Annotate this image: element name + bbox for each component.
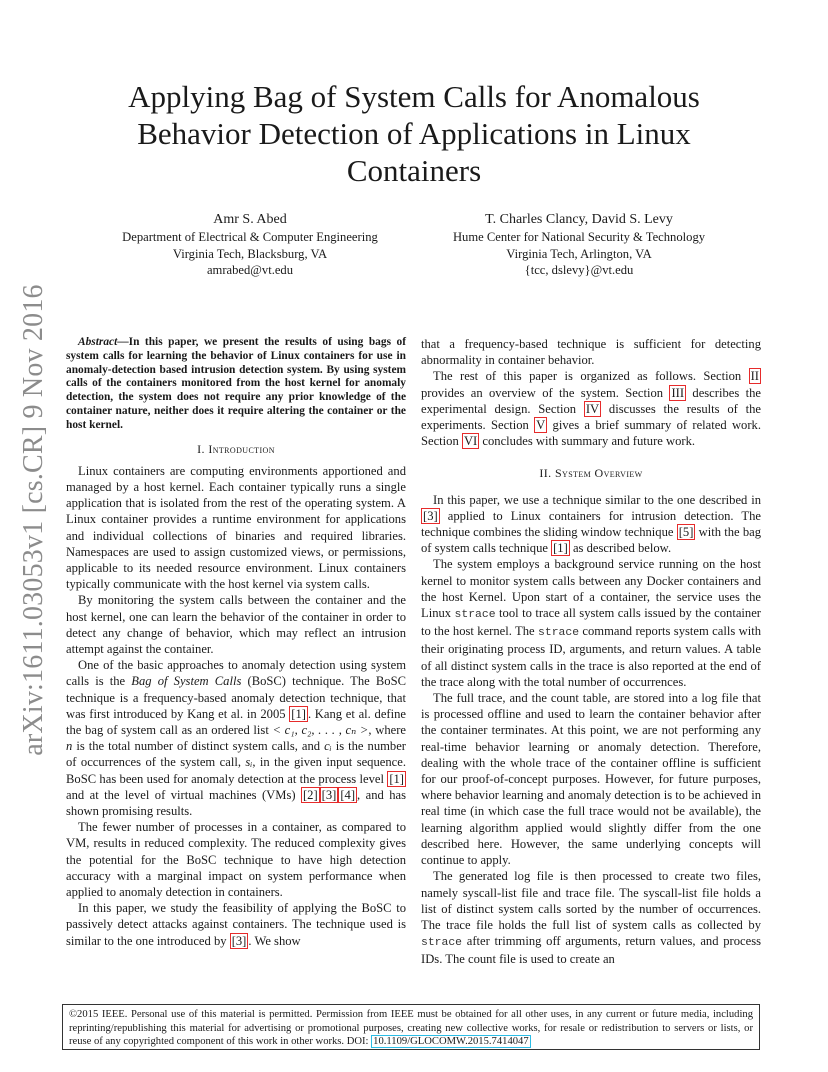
paragraph: In this paper, we use a technique similar to the one described in [3] applied to Linux containers for intrusion detection. The technique combines the sliding window technique [5] with the bag of system calls technique [1] as described below. [421, 492, 762, 556]
citation-link[interactable]: [3] [423, 508, 438, 523]
citation-link[interactable]: [2] [302, 787, 318, 802]
section-link[interactable]: VI [463, 434, 478, 449]
right-column [421, 336, 761, 968]
author-location: Virginia Tech, Blacksburg, VA [172, 246, 328, 261]
abstract-lead: Abstract [78, 336, 118, 348]
left-column [66, 336, 406, 949]
author-affiliation: Department of Electrical & Computer Engineering [122, 230, 378, 244]
section-number: II. [539, 466, 555, 481]
section-number: I. [197, 441, 209, 456]
paragraph: that a frequency-based technique is sufficient for detecting abnormality in container behavior. [421, 337, 761, 368]
citation-link[interactable]: [1] [553, 541, 568, 556]
paragraph: One of the basic approaches to anomaly detection using system calls is the Bag of System Calls (BoSC) technique. The BoSC technique is a frequency-based anomaly detection technique, that was first introduced by Kang et al. in 2005 [1] . Kang et al. define the bag of system call as an ordered list < c₁, c₂, . . . , cₙ >, where n is the total number of distinct system calls, and cᵢ is the number of occurrences of the system call, sᵢ, in the given input sequence. BoSC has been used for anomaly detection at the process level [1] and at the level of virtual machines (VMs) [2] [3] [4] , and has shown promising results. [66, 658, 407, 819]
section-title: Introduction [208, 441, 275, 456]
paragraph: The generated log file is then processed to create two files, namely syscall-list file and trace file. The syscall-list file holds a list of distinct system calls sorted by the number of occurrences. The trace file holds the full list of system calls as collected by strace after trimming off arguments, return values, and process IDs. The count file is used to create an [421, 869, 761, 967]
math: sᵢ [245, 755, 253, 770]
code-strace: strace [454, 609, 496, 622]
citation-link[interactable]: [1] [291, 706, 306, 721]
author-location: Virginia Tech, Arlington, VA [506, 246, 652, 261]
author-name: T. Charles Clancy, David S. Levy [485, 212, 673, 227]
doi-link[interactable]: 10.1109/GLOCOMW.2015.7414047 [373, 1036, 529, 1048]
section-heading-system-overview [421, 465, 761, 481]
section-title: System Overview [554, 466, 643, 481]
abstract-text: —In this paper, we present the results of using bags of system calls for learning the behavior of Linux containers for use in anomaly-detection based intrusion detection system. By using system calls of the containers monitored from the host kernel for anomaly detection, the system does not require any prior knowledge of the container nature, neither does it require altering the container or the host kernel. [66, 336, 406, 431]
author-block-2 [422, 210, 736, 279]
copyright-text: ©2015 IEEE. Personal use of this material is permitted. Permission from IEEE must be obtained for all other uses, in any current or future media, including reprinting/republishing this material for advertising or promotional purposes, creating new collective works, for resale or redistribution to servers or lists, or reuse of any copyrighted component of this work in other works. DOI: [69, 1009, 753, 1048]
abstract [66, 336, 406, 433]
paper-title: Applying Bag of System Calls for Anomalous Behavior Detection of Applications in Linux Containers [128, 79, 700, 188]
section-link[interactable]: II [750, 369, 759, 384]
citation-link[interactable]: [1] [389, 771, 404, 786]
citation-link[interactable]: [4] [340, 787, 356, 802]
code-strace: strace [538, 627, 580, 640]
citation-link[interactable]: [3] [321, 787, 337, 802]
emphasis: Bag of System Calls [131, 674, 242, 689]
citation-link[interactable]: [5] [678, 525, 694, 540]
paragraph: The fewer number of processes in a container, as compared to VM, results in reduced complexity. The reduced complexity gives the potential for the BoSC technique to have high detection accuracy with a marginal impact on system performance when applied to anomaly detection in containers. [66, 820, 406, 900]
paragraph: Linux containers are computing environments apportioned and managed by a host kernel. Each container typically runs a single application that is isolated from the rest of the operating system. A Linux container provides a runtime environment for applications and individual collections of binaries and required libraries. Namespaces are used to assign customized views, or permissions, applicable to its needed resource environment. Linux containers typically communicate with the host kernel via system calls. [66, 463, 406, 592]
citation-link[interactable]: [3] [231, 933, 247, 948]
author-email: amrabed@vt.edu [206, 263, 294, 277]
math: < c₁, c₂, . . . , cₙ > [272, 723, 369, 738]
author-email: {tcc, dslevy}@vt.edu [524, 263, 634, 277]
author-block-1 [100, 210, 400, 279]
paragraph: The system employs a background service running on the host kernel to monitor system calls between any Docker containers and the host Kernel. Upon start of a container, the service uses the Linux strace tool to trace all system calls issued by the container to the host kernel. The strace command reports system calls with their originating process ID, arguments, and return values. A table of all distinct system calls in the trace is also reported at the end of the trace along with the total number of occurrences. [421, 557, 762, 689]
paragraph: By monitoring the system calls between the container and the host kernel, one can learn the behavior of the container in order to detect any change of behavior, which may reflect an intrusion attempt against the container. [66, 593, 406, 657]
paragraph: The rest of this paper is organized as follows. Section II provides an overview of the system. Section III describes the experimental design. Section IV discusses the results of the experiments. Section V gives a brief summary of related work. Section VI concludes with summary and future work. [421, 369, 761, 449]
paragraph: The full trace, and the count table, are stored into a log file that is processed offline and used to learn the container behavior after the container terminates. At this point, we are not performing any real-time behavior learning or anomaly detection. Therefore, dealing with the whole trace of the container offline is sufficient for our proof-of-concept purposes. However, for future purposes, where behavior learning and anomaly detection is to be achieved in real time (in which case the full trace would not be available), the learning algorithm applied would slightly differ from the one described here. However, the same underlying concepts will continue to apply. [421, 691, 761, 868]
copyright-footer [62, 1004, 760, 1050]
section-heading-introduction [66, 441, 406, 457]
author-affiliation: Hume Center for National Security & Technology [452, 230, 706, 244]
section-link[interactable]: IV [585, 401, 600, 416]
math: cᵢ [324, 739, 332, 754]
section-link[interactable]: V [536, 418, 546, 433]
code-strace: strace [421, 937, 463, 950]
author-name: Amr S. Abed [213, 212, 287, 227]
arxiv-stamp-text: arXiv:1611.03053v1 [cs.CR] 9 Nov 2016 [18, 284, 49, 756]
section-link[interactable]: III [671, 385, 685, 400]
math: n [66, 739, 73, 754]
paragraph: In this paper, we study the feasibility of applying the BoSC to passively detect attacks against containers. The technique used is similar to the one introduced by [3] . We show [66, 901, 406, 948]
